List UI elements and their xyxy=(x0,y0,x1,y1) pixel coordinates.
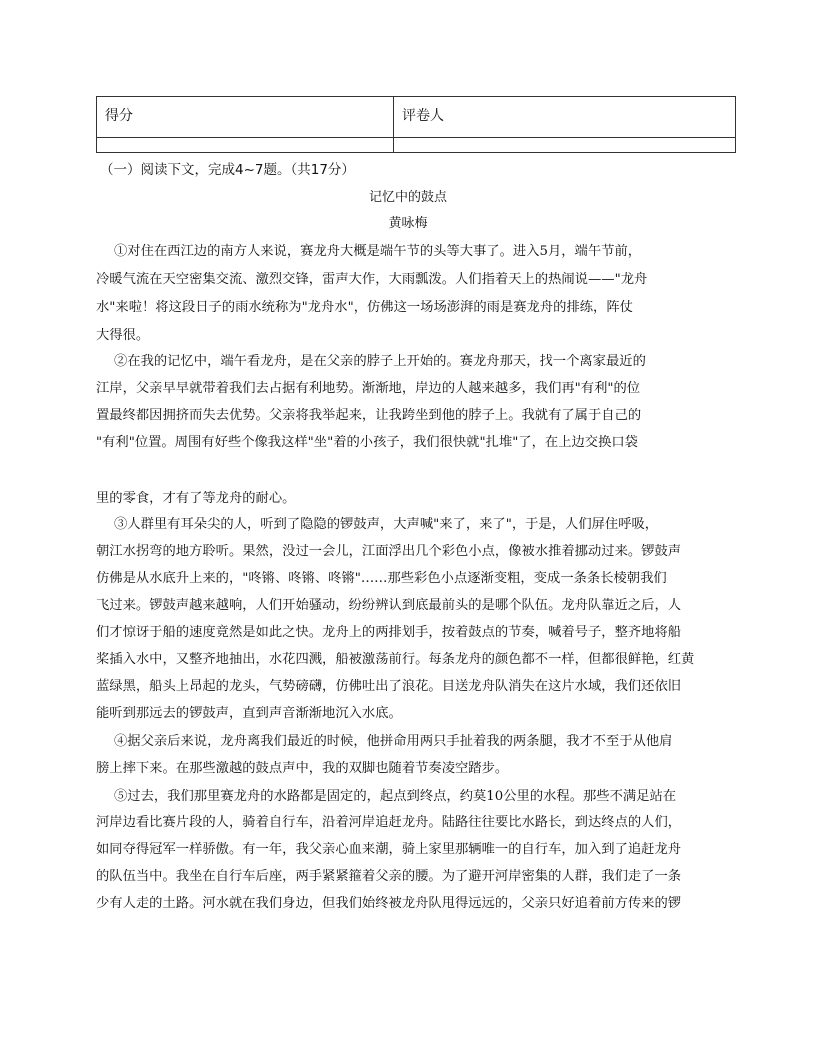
article-author: 黄咏梅 xyxy=(388,216,428,231)
article-line: 蓝绿黑，船头上昂起的龙头，气势磅礴，仿佛吐出了浪花。目送龙舟队消失在这片水域，我们还依旧 xyxy=(96,679,682,694)
grader-label-cell: 评卷人 xyxy=(394,97,736,138)
article-title: 记忆中的鼓点 xyxy=(368,190,447,205)
article-line: 少有人走的土路。河水就在我们身边，但我们始终被龙舟队甩得远远的，父亲只好追着前方传来的锣 xyxy=(96,896,682,911)
article-line: 河岸边看比赛片段的人，骑着自行车，沿着河岸追赶龙舟。陆路往往要比水路长，到达终点的人们， xyxy=(96,815,682,830)
article-line: 朝江水拐弯的地方聆听。果然，没过一会儿，江面浮出几个彩色小点，像被水推着挪动过来。锣鼓声 xyxy=(96,544,682,559)
score-label-cell: 得分 xyxy=(97,97,394,138)
article-line: ①对住在西江边的南方人来说，赛龙舟大概是端午节的头等大事了。进入5月，端午节前， xyxy=(114,244,642,259)
article-line: 冷暖气流在天空密集交流、激烈交锋，雷声大作，大雨瓢泼。人们指着天上的热闹说——"龙舟 xyxy=(96,272,648,287)
article-line: "有利"位置。周围有好些个像我这样"坐"着的小孩子，我们很快就"扎堆"了，在上边交换口袋 xyxy=(96,435,638,450)
article-line: 飞过来。锣鼓声越来越响，人们开始骚动，纷纷辨认到底最前头的是哪个队伍。龙舟队靠近之后，人 xyxy=(96,598,682,613)
article-line: 们才惊讶于船的速度竟然是如此之快。龙舟上的两排划手，按着鼓点的节奏，喊着号子，整齐地将船 xyxy=(96,625,682,640)
article-line: 能听到那远去的锣鼓声，直到声音渐渐地沉入水底。 xyxy=(96,706,402,721)
section-heading: （一）阅读下文，完成4~7题。（共17分） xyxy=(100,162,355,178)
article-line: ⑤过去，我们那里赛龙舟的水路都是固定的，起点到终点，约莫10公里的水程。那些不满足站在 xyxy=(114,789,677,804)
article-line: 的队伍当中。我坐在自行车后座，两手紧紧箍着父亲的腰。为了避开河岸密集的人群，我们走了一条 xyxy=(96,869,682,884)
grader-value-cell[interactable] xyxy=(394,138,736,153)
score-value-cell[interactable] xyxy=(97,138,394,153)
article-line: 江岸，父亲早早就带着我们去占据有利地势。渐渐地，岸边的人越来越多，我们再"有利"的位 xyxy=(96,381,641,396)
article-line: 桨插入水中，又整齐地抽出，水花四溅，船被激荡前行。每条龙舟的颜色都不一样，但都很鲜艳，红黄 xyxy=(96,652,695,667)
article-line: 膀上摔下来。在那些激越的鼓点声中，我的双脚也随着节奏凌空踏步。 xyxy=(96,761,509,776)
article-line: ④据父亲后来说，龙舟离我们最近的时候，他拼命用两只手扯着我的两条腿，我才不至于从他肩 xyxy=(114,734,673,749)
article-line: 如同夺得冠军一样骄傲。有一年，我父亲心血来潮，骑上家里那辆唯一的自行车，加入到了追赶龙舟 xyxy=(96,842,682,857)
article-line: 置最终都因拥挤而失去优势。父亲将我举起来，让我跨坐到他的脖子上。我就有了属于自己的 xyxy=(96,408,642,423)
article-line: ③人群里有耳朵尖的人，听到了隐隐的锣鼓声，大声喊"来了，来了"，于是，人们屏住呼吸， xyxy=(114,517,659,532)
article-line: 仿佛是从水底升上来的，"咚锵、咚锵、咚锵"……那些彩色小点逐渐变粗，变成一条条长棱朝我们 xyxy=(96,571,667,586)
article-line: 水"来啦！将这段日子的雨水统称为"龙舟水"，仿佛这一场场澎湃的雨是赛龙舟的排练，阵仗 xyxy=(96,300,633,315)
article-line: 里的零食，才有了等龙舟的耐心。 xyxy=(96,491,296,506)
article-line: 大得很。 xyxy=(96,328,150,343)
score-table xyxy=(96,96,736,153)
article-line: ②在我的记忆中，端午看龙舟，是在父亲的脖子上开始的。赛龙舟那天，找一个离家最近的 xyxy=(114,354,646,369)
